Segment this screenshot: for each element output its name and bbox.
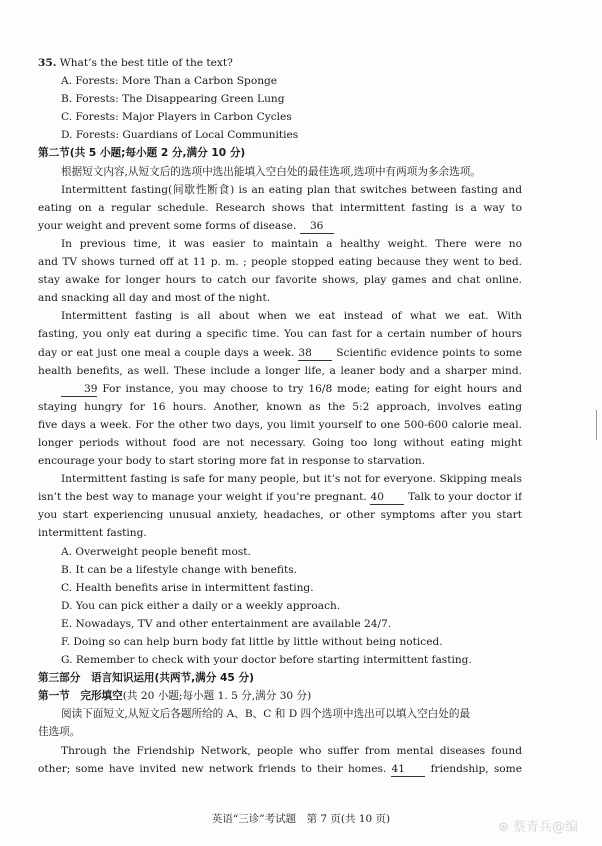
question-number: 35. xyxy=(38,57,57,69)
passage-line: Intermittent fasting(间歇性断食) is an eating plan that switches between fasting and xyxy=(61,183,522,196)
blank-41: 41 xyxy=(391,762,425,777)
part-3-heading: 第三部分 语言知识运用(共两节,满分 45 分) xyxy=(38,672,254,685)
q35-option-c: C. Forests: Major Players in Carbon Cycles xyxy=(61,111,292,124)
passage-line: Intermittent fasting is all about when we eat instead of what we eat. With xyxy=(61,310,522,323)
passage-line: stay awake for longer hours to catch our favorite shows, play games and chat online. xyxy=(38,274,522,287)
passage-line: your weight and prevent some forms of disease. 36 xyxy=(38,217,522,235)
section-2-option-c: C. Health benefits arise in intermittent fasting. xyxy=(61,581,314,594)
q35-option-b: B. Forests: The Disappearing Green Lung xyxy=(61,93,285,106)
passage-line: eating on a regular schedule. Research shows that intermittent fasting is a way to xyxy=(38,201,522,214)
section-2-option-e: E. Nowadays, TV and other entertainment are available 24/7. xyxy=(61,617,392,630)
section-2-instruction: 根据短文内容,从短文后的选项中选出能填入空白处的最佳选项,选项中有两项为多余选项。 xyxy=(61,165,481,178)
passage-line: and TV shows turned off at 11 p. m. ; people stopped eating because they went to bed. xyxy=(38,253,522,271)
q35-option-d: D. Forests: Guardians of Local Communities xyxy=(61,129,299,142)
blank-39: 39 xyxy=(61,382,97,397)
blank-38: 38 xyxy=(298,346,332,361)
section-2-option-d: D. You can pick either a daily or a weekly approach. xyxy=(61,599,341,612)
part-3-instruction: 阅读下面短文,从短文后各题所给的 A、B、C 和 D 四个选项中选出可以填入空白处的最 xyxy=(61,708,471,721)
blank-40: 40 xyxy=(370,490,404,505)
section-2-option-f: F. Doing so can help burn body fat little by little without being noticed. xyxy=(61,636,443,648)
part-3-sub-heading xyxy=(38,687,522,705)
passage-line: isn’t the best way to manage your weight if you’re pregnant. 40 Talk to your doctor if xyxy=(38,491,522,504)
watermark: ⊛ 蔡青兵@编 xyxy=(498,820,579,835)
passage-2 xyxy=(38,181,522,543)
sub-heading-detail: (共 20 小题;每小题 1. 5 分,满分 30 分) xyxy=(122,690,312,703)
sub-heading-label: 第一节 完形填空 xyxy=(38,690,123,703)
passage-line: Through the Friendship Network, people who suffer from mental diseases found xyxy=(61,744,522,757)
passage-line: and snacking all day and most of the night. xyxy=(38,292,271,305)
blank-36: 36 xyxy=(300,219,334,234)
passage-line: other; some have invited new network friends to their homes. 41 friendship, some xyxy=(38,762,522,775)
passage-line: fasting, you only eat during a specific time. You can fast for a certain number of hours xyxy=(38,328,522,341)
section-2-option-g: G. Remember to check with your doctor before starting intermittent fasting. xyxy=(61,654,472,667)
question-stem: What’s the best title of the text? xyxy=(56,57,233,69)
page-footer: 英语“三诊”考试题 第 7 页(共 10 页) xyxy=(211,813,391,825)
exam-page xyxy=(38,54,522,778)
passage-line: longer periods without food are not necessary. Going too long without eating might xyxy=(38,436,522,449)
part-3-instruction-cont: 佳选项。 xyxy=(38,726,81,739)
passage-line: In previous time, it was easier to maintain a healthy weight. There were no xyxy=(61,237,522,250)
section-2-option-a: A. Overweight people benefit most. xyxy=(61,545,251,558)
passage-line: day or eat just one meal a couple days a week. 38 Scientific evidence points to some xyxy=(38,346,522,359)
question-35 xyxy=(38,54,522,72)
passage-line: health benefits, as well. These include a longer life, a leaner body and a sharper mind. xyxy=(38,364,522,377)
passage-line: five days a week. For the other two days, you limit yourself to one 500-600 calorie meal. xyxy=(38,418,522,431)
passage-line: encourage your body to start storing more fat in response to starvation. xyxy=(38,455,426,468)
passage-line: intermittent fasting. xyxy=(38,527,147,540)
passage-line: 39 For instance, you may choose to try 16/8 mode; eating for eight hours and xyxy=(38,380,522,398)
margin-mark xyxy=(596,410,597,440)
section-2-heading: 第二节(共 5 小题;每小题 2 分,满分 10 分) xyxy=(38,147,246,160)
section-2-option-b: B. It can be a lifestyle change with benefits. xyxy=(61,563,298,576)
passage-line: you start experiencing unusual anxiety, headaches, or other symptoms after you start xyxy=(38,509,522,522)
passage-line: staying hungry for 16 hours. Another, known as the 5:2 approach, involves eating xyxy=(38,400,522,413)
passage-line: Intermittent fasting is safe for many people, but it’s not for everyone. Skipping meals xyxy=(61,473,522,486)
q35-option-a: A. Forests: More Than a Carbon Sponge xyxy=(61,75,278,88)
